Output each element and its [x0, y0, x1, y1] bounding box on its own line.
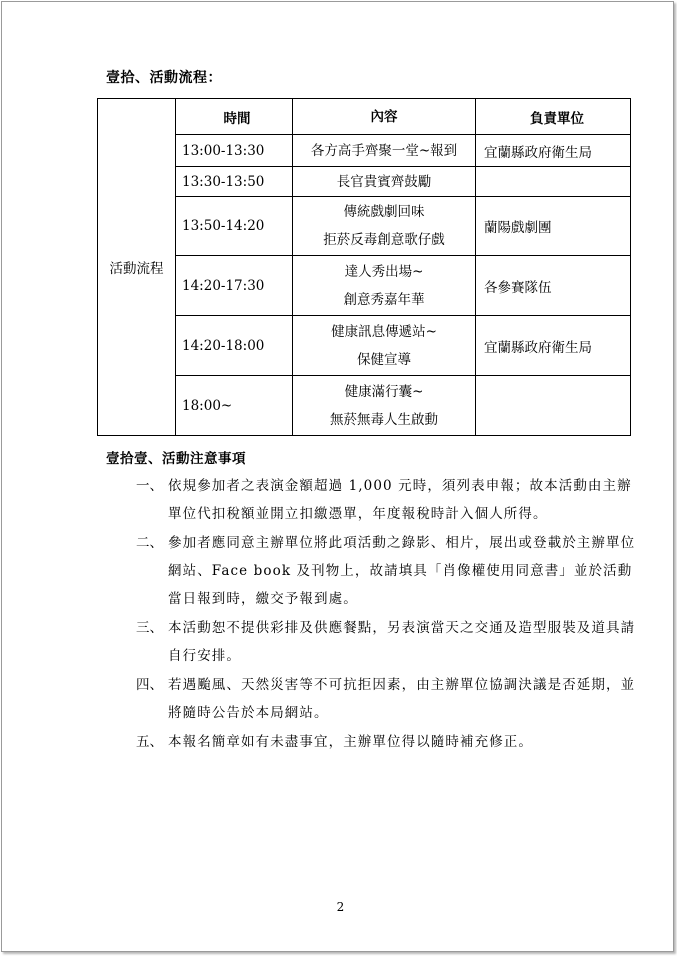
- note-text: 若遇颱風、天然災害等不可抗拒因素，由主辦單位協調決議是否延期，並將隨時公告於本局網站。: [168, 677, 636, 721]
- table-row: [98, 197, 631, 256]
- row-content: [293, 376, 476, 436]
- row-content-line: 傳統戲劇回味: [343, 204, 425, 220]
- row-unit: 蘭陽戲劇團: [476, 197, 631, 256]
- row-content: [293, 167, 476, 197]
- row-content-line: 各方高手齊聚一堂~報到: [310, 142, 458, 159]
- note-number: 三、: [136, 620, 163, 636]
- note-text: 依規參加者之表演金額超過 1,000 元時，須列表申報；故本活動由主辦單位代扣稅額並開立扣繳憑單，年度報稅時計入個人所得。: [168, 478, 632, 522]
- section-title-notes: 壹拾壹、活動注意事項: [106, 451, 246, 467]
- list-item: [136, 472, 636, 528]
- note-number: 四、: [136, 677, 163, 693]
- row-content-line: 保健宣導: [357, 351, 411, 368]
- list-item: [136, 529, 636, 613]
- header-unit: 負責單位: [476, 99, 631, 135]
- row-unit: 各參賽隊伍: [476, 256, 631, 316]
- row-unit: 宜蘭縣政府衛生局: [476, 135, 631, 167]
- row-content: [293, 316, 476, 376]
- table-row: [98, 256, 631, 316]
- table-side-label: 活動流程: [98, 99, 176, 436]
- note-number: 五、: [136, 734, 163, 750]
- list-item: [136, 671, 636, 727]
- header-time: 時間: [176, 99, 293, 135]
- note-number: 一、: [136, 478, 163, 494]
- row-time: 14:20-18:00: [176, 316, 293, 376]
- notes-list: [136, 472, 636, 757]
- row-unit: 宜蘭縣政府衛生局: [476, 316, 631, 376]
- row-content-line: 達人秀出場~: [344, 263, 424, 280]
- table-row: [98, 167, 631, 197]
- note-text: 本報名簡章如有未盡事宜，主辦單位得以隨時補充修正。: [168, 734, 533, 750]
- table-row: [98, 376, 631, 436]
- row-time: 14:20-17:30: [176, 256, 293, 316]
- row-content-line: 健康訊息傳遞站~: [331, 323, 437, 340]
- section-title-activity-flow: 壹拾、活動流程：: [106, 70, 222, 86]
- row-content: [293, 197, 476, 256]
- page-number: 2: [336, 900, 345, 914]
- row-time: 13:30-13:50: [176, 167, 293, 197]
- row-unit: [476, 167, 631, 197]
- table-row: [98, 135, 631, 167]
- list-item: [136, 614, 636, 670]
- row-content-line: 無菸無毒人生啟動: [330, 411, 438, 428]
- note-number: 二、: [136, 535, 163, 551]
- row-time: 13:50-14:20: [176, 197, 293, 256]
- document-page: [1, 1, 674, 952]
- note-text: 參加者應同意主辦單位將此項活動之錄影、相片，展出或登載於主辦單位網站、Face book 及刊物上，故請填具「肖像權使用同意書」並於活動當日報到時，繳交予報到處。: [168, 535, 636, 607]
- row-content-line: 拒菸反毒創意歌仔戲: [323, 232, 445, 248]
- row-time: 18:00~: [176, 376, 293, 436]
- row-content: [293, 135, 476, 167]
- header-content: 內容: [293, 99, 476, 135]
- row-content-line: 創意秀嘉年華: [343, 291, 425, 308]
- table-header-row: [98, 99, 631, 135]
- row-content-line: 長官貴賓齊鼓勵: [336, 173, 432, 190]
- note-text: 本活動恕不提供彩排及供應餐點，另表演當天之交通及造型服裝及道具請自行安排。: [168, 620, 636, 664]
- row-content-line: 健康滿行囊~: [344, 383, 424, 400]
- row-unit: [476, 376, 631, 436]
- row-content: [293, 256, 476, 316]
- table-row: [98, 316, 631, 376]
- activity-flow-table: [97, 98, 631, 436]
- row-time: 13:00-13:30: [176, 135, 293, 167]
- list-item: [136, 728, 636, 756]
